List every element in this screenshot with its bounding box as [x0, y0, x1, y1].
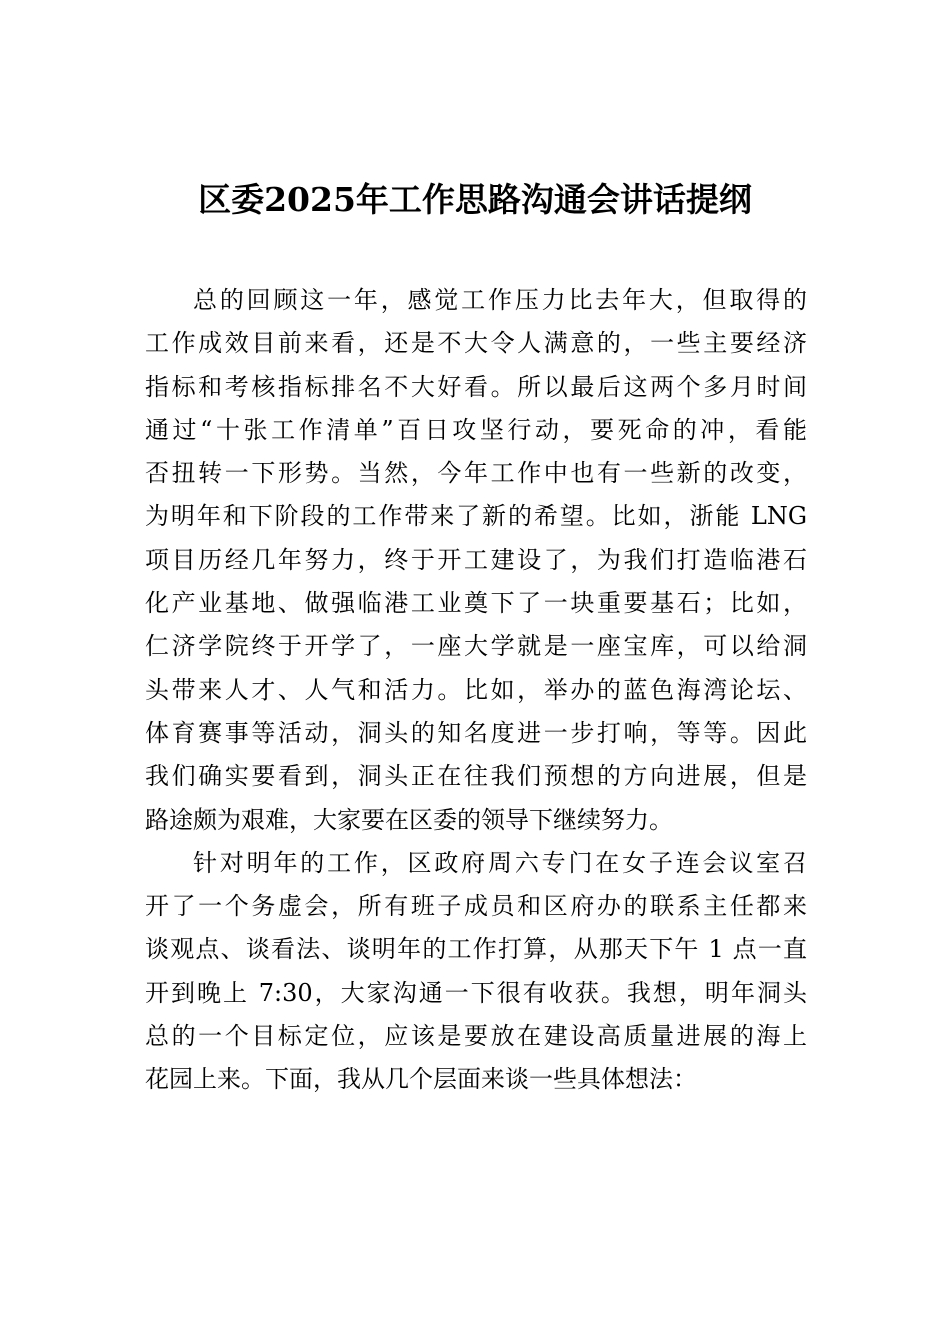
paragraph-line: 总的回顾这一年，感觉工作压力比去年大，但取得的 — [193, 286, 807, 314]
paragraph-line: 我们确实要看到，洞头正在往我们预想的方向进展，但是 — [145, 762, 807, 791]
paragraph-line: 总的一个目标定位，应该是要放在建设高质量进展的海上 — [145, 1022, 807, 1051]
paragraph-line: 指标和考核指标排名不大好看。所以最后这两个多月时间 — [145, 372, 807, 401]
paragraph-line: 通过“十张工作清单”百日攻坚行动，要死命的冲，看能 — [145, 415, 807, 444]
paragraph-line: 项目历经几年努力，终于开工建设了，为我们打造临港石 — [145, 545, 807, 574]
paragraph-line: 路途颇为艰难，大家要在区委的领导下继续努力。 — [145, 805, 673, 834]
paragraph-line: 谈观点、谈看法、谈明年的工作打算，从那天下午 1 点一直 — [145, 935, 807, 964]
paragraph-1 — [145, 279, 807, 842]
paragraph-line: 仁济学院终于开学了，一座大学就是一座宝库，可以给洞 — [145, 632, 807, 661]
paragraph-line: 工作成效目前来看，还是不大令人满意的，一些主要经济 — [145, 329, 807, 358]
document-body — [145, 279, 807, 1102]
document-title: 区委2025年工作思路沟通会讲话提纲 — [198, 180, 752, 219]
paragraph-line: 否扭转一下形势。当然，今年工作中也有一些新的改变， — [145, 459, 807, 488]
paragraph-line: 头带来人才、人气和活力。比如，举办的蓝色海湾论坛、 — [145, 675, 807, 704]
paragraph-line: 开到晚上 7:30，大家沟通一下很有收获。我想，明年洞头 — [145, 978, 807, 1007]
paragraph-line: 体育赛事等活动，洞头的知名度进一步打响，等等。因此 — [145, 718, 807, 747]
paragraph-line: 化产业基地、做强临港工业奠下了一块重要基石；比如， — [145, 589, 807, 618]
paragraph-line: 为明年和下阶段的工作带来了新的希望。比如，浙能 LNG — [145, 502, 807, 531]
paragraph-2 — [145, 842, 807, 1102]
paragraph-line: 针对明年的工作，区政府周六专门在女子连会议室召 — [193, 848, 807, 877]
paragraph-line: 花园上来。下面，我从几个层面来谈一些具体想法： — [145, 1065, 697, 1094]
paragraph-line: 开了一个务虚会，所有班子成员和区府办的联系主任都来 — [145, 892, 807, 921]
